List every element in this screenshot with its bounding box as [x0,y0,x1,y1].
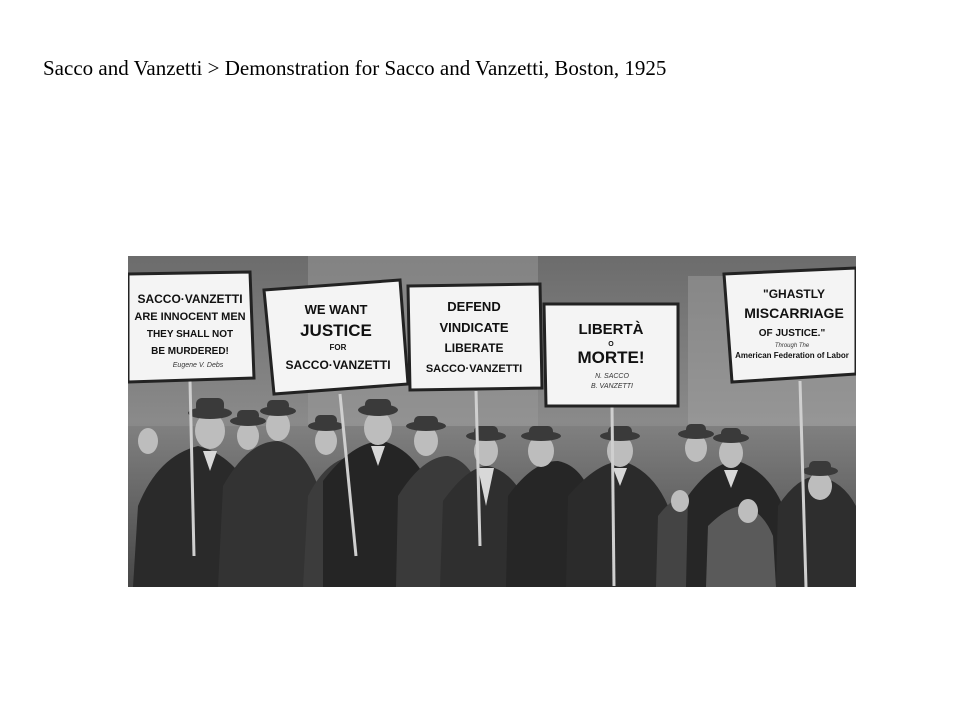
svg-text:FOR: FOR [329,343,347,352]
svg-text:American Federation of Labor: American Federation of Labor [735,351,849,360]
svg-text:WE WANT: WE WANT [304,302,368,317]
svg-text:"GHASTLY: "GHASTLY [763,287,825,301]
svg-text:Eugene V. Debs: Eugene V. Debs [172,362,224,369]
svg-text:BE MURDERED!: BE MURDERED! [151,346,229,357]
svg-text:SACCO·VANZETTI: SACCO·VANZETTI [425,363,523,375]
svg-text:ARE INNOCENT MEN: ARE INNOCENT MEN [134,311,246,323]
protest-sign-2 [264,280,408,394]
protest-sign-1 [128,272,254,382]
svg-text:LIBERTÀ: LIBERTÀ [578,321,644,338]
svg-text:SACCO·VANZETTI: SACCO·VANZETTI [285,358,391,372]
svg-text:JUSTICE: JUSTICE [300,321,372,340]
svg-text:THEY SHALL NOT: THEY SHALL NOT [146,329,234,340]
protest-sign-5 [724,268,856,382]
svg-text:SACCO·VANZETTI: SACCO·VANZETTI [137,292,243,306]
svg-text:MORTE!: MORTE! [577,348,645,367]
demonstration-photo [128,256,856,587]
svg-text:LIBERATE: LIBERATE [444,341,504,355]
svg-text:OF JUSTICE.": OF JUSTICE." [758,328,826,339]
svg-text:Through The: Through The [774,343,810,349]
svg-text:DEFEND: DEFEND [447,299,501,314]
svg-text:N. SACCO: N. SACCO [595,373,629,380]
svg-text:VINDICATE: VINDICATE [439,320,509,335]
svg-text:O: O [608,341,614,348]
svg-text:B. VANZETTI: B. VANZETTI [590,383,634,390]
svg-text:MISCARRIAGE: MISCARRIAGE [744,305,844,321]
protest-sign-4 [544,304,678,406]
slide-title: Sacco and Vanzetti > Demonstration for Sacco and Vanzetti, Boston, 1925 [43,56,667,80]
protest-sign-3 [408,284,542,390]
